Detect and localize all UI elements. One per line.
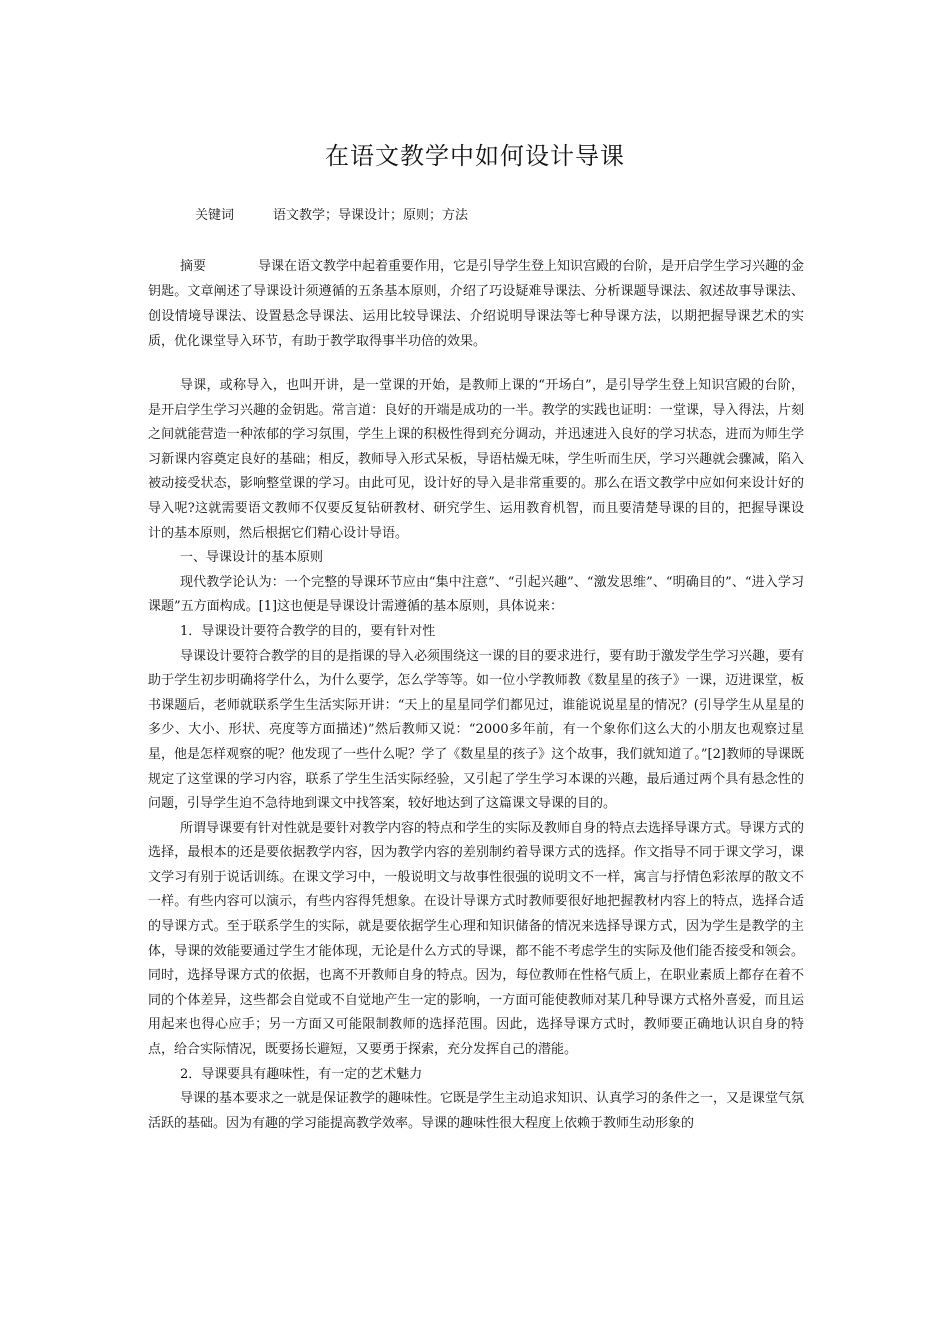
keywords-text: 语文教学；导课设计；原则；方法 <box>273 208 469 223</box>
article-body <box>148 374 804 1136</box>
paragraph-principles-overview: 现代教学论认为：一个完整的导课环节应由“集中注意”、“引起兴趣”、“激发思维”、“明确目的”、“进入学习课题”五方面构成。[1]这也便是导课设计需遵循的基本原则，具体说来： <box>148 574 804 615</box>
paragraph-intro: 导课，或称导入，也叫开讲，是一堂课的开始，是教师上课的“开场白”，是引导学生登上知识宫殿的台阶，是开启学生学习兴趣的金钥匙。常言道：良好的开端是成功的一半。教学的实践也证明：一堂课，导入得法，片刻之间就能营造一种浓郁的学习氛围，学生上课的积极性得到充分调动，并迅速进入良好的学习状态，进而为师生学习新课内容奠定良好的基础；相反，教师导入形式呆板，导语枯燥无味，学生听而生厌，学习兴趣就会骤减，陷入被动接受状态，影响整堂课的学习。由此可见，设计好的导入是非常重要的。那么在语文教学中应如何来设计好的导入呢?这就需要语文教师不仅要反复钻研教材、研究学生、运用教育机智，而且要清楚导课的目的，把握导课设计的基本原则，然后根据它们精心设计导语。 <box>148 378 804 541</box>
document-title: 在语文教学中如何设计导课 <box>325 142 625 170</box>
abstract-block <box>148 254 804 354</box>
paragraph-interest: 导课的基本要求之一就是保证教学的趣味性。它既是学生主动追求知识、认真学习的条件之一，又是课堂气氛活跃的基础。因为有趣的学习能提高教学效率。导课的趣味性很大程度上依赖于教师生动形象的 <box>148 1091 805 1131</box>
abstract-text: 导课在语文教学中起着重要作用，它是引导学生登上知识宫殿的台阶，是开启学生学习兴趣的金钥匙。文章阐述了导课设计须遵循的五条基本原则，介绍了巧设疑难导课法、分析课题导课法、叙述故事导课法、创设情境导课法、设置悬念导课法、运用比较导课法、介绍说明导课法等七种导课方法，以期把握导课艺术的实质，优化课堂导入环节，有助于教学取得事半功倍的效果。 <box>148 259 805 349</box>
keywords-label: 关键词 <box>195 208 235 223</box>
subheading-purpose: 1．导课设计要符合教学的目的，要有针对性 <box>180 623 436 639</box>
keywords-line <box>195 204 468 223</box>
section-heading-principles: 一、导课设计的基本原则 <box>180 550 324 566</box>
paragraph-pertinence: 所谓导课要有针对性就是要针对教学内容的特点和学生的实际及教师自身的特点去选择导课方式。导课方式的选择，最根本的还是要依据教学内容，因为教学内容的差别制约着导课方式的选择。作文指导不同于课文学习，课文学习有别于说话训练。在课文学习中，一般说明文与故事性很强的说明文不一样，寓言与抒情色彩浓厚的散文不一样。有些内容可以演示，有些内容得凭想象。在设计导课方式时教师要很好地把握教材内容上的特点，选择合适的导课方式。至于联系学生的实际，就是要依据学生心理和知识储备的情况来选择导课方式，因为学生是教学的主体，导课的效能要通过学生才能体现，无论是什么方式的导课，都不能不考虑学生的实际及他们能否接受和领会。同时，选择导课方式的依据，也离不开教师自身的特点。因为，每位教师在性格气质上，在职业素质上都存在着不同的个体差异，这些都会自觉或不自觉地产生一定的影响，一方面可能使教师对某几种导课方式格外喜爱，而且运用起来也得心应手；另一方面又可能限制教师的选择范围。因此，选择导课方式时，教师要正确地认识自身的特点，给合实际情况，既要扬长避短，又要勇于探索，充分发挥自己的潜能。 <box>148 820 805 1058</box>
abstract-label: 摘要 <box>180 259 207 274</box>
paragraph-purpose: 导课设计要符合教学的目的是指课的导入必须围绕这一课的目的要求进行，要有助于激发学生学习兴趣，要有助于学生初步明确将学什么，为什么要学，怎么学等等。如一位小学教师教《数星星的孩子》一课，迈进课堂，板书课题后，老师就联系学生生活实际开讲：“天上的星星同学们都见过，谁能说说星星的情况？(引导学生从星星的多少、大小、形状、亮度等方面描述)”然后教师又说：“2000多年前，有一个象你们这么大的小朋友也观察过星星，他是怎样观察的呢？他发现了一些什么呢？学了《数星星的孩子》这个故事，我们就知道了。”[2]教师的导课既规定了这堂课的学习内容，联系了学生生活实际经验，又引起了学生学习本课的兴趣，最后通过两个具有悬念性的问题，引导学生迫不急待地到课文中找答案，较好地达到了这篇课文导课的目的。 <box>148 648 805 812</box>
subheading-interest: 2．导课要具有趣味性，有一定的艺术魅力 <box>180 1066 423 1082</box>
